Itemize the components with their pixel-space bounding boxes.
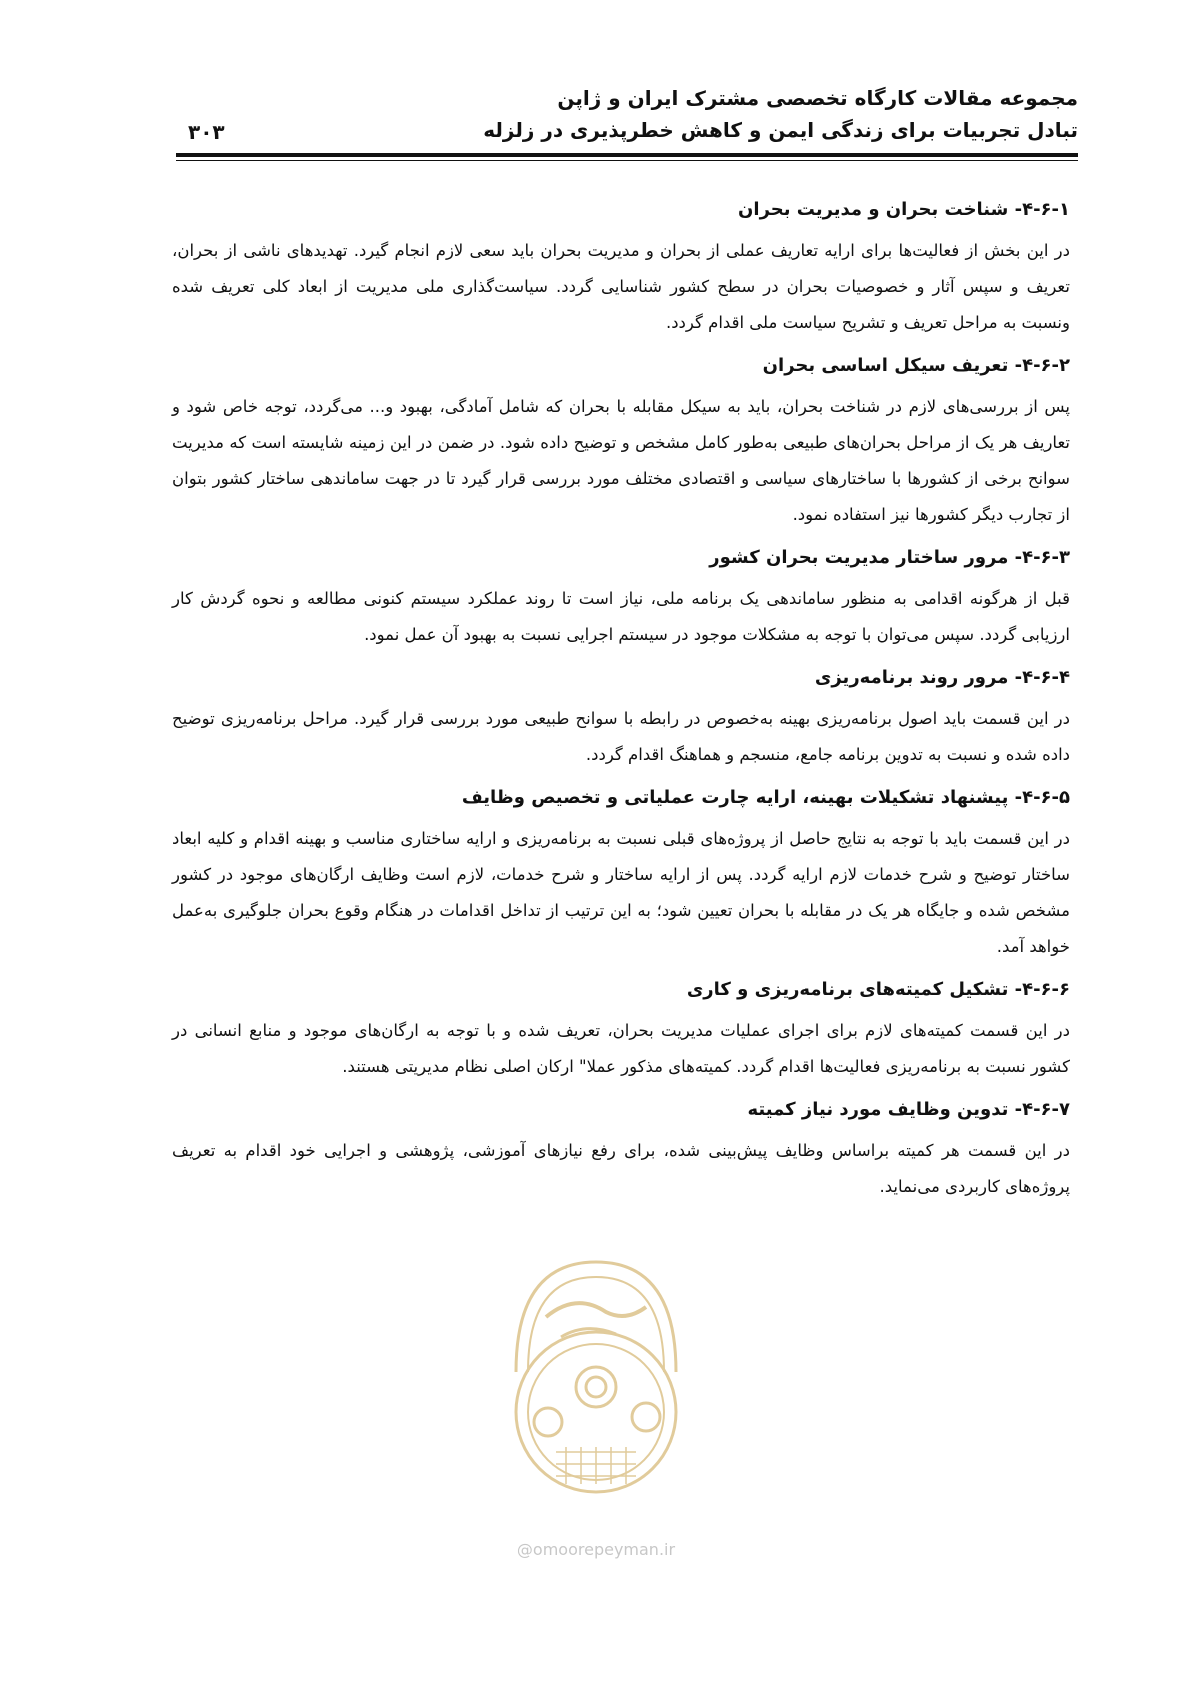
watermark-emblem-icon: [486, 1222, 706, 1532]
watermark-url: @omoorepeyman.ir: [516, 1540, 676, 1559]
header-rule-thick: [176, 153, 1078, 157]
page-header: [174, 86, 1078, 148]
header-title: مجموعه مقالات کارگاه تخصصی مشترک ایران و ژاپن: [557, 86, 1078, 110]
section-heading: ۴-۶-۴- مرور روند برنامه‌ریزی: [814, 667, 1070, 688]
section-body: در این قسمت باید با توجه به نتایج حاصل از پروژه‌های قبلی نسبت به برنامه‌ریزی و ارایه ساختاری مناسب و بهینه اقدام و کلیه ابعاد ساختار توضیح و شرح خدمات لازم ارایه گردد. پس از ارایه ساختار و شرح خدمات، لازم است وظایف ارگان‌های موجود در کشور مشخص شده و جایگاه هر یک در مقابله با بحران تعیین شود؛ به این ترتیب از تداخل اقدامات در هنگام وقوع بحران جلوگیری به‌عمل خواهد آمد.: [172, 829, 1070, 956]
section-body: در این قسمت باید اصول برنامه‌ریزی بهینه به‌خصوص در رابطه با سوانح طبیعی مورد بررسی قرار گیرد. مراحل برنامه‌ریزی توضیح داده شده و نسبت به تدوین برنامه جامع، منسجم و هماهنگ اقدام گردد.: [172, 709, 1070, 764]
section-2: [172, 352, 1070, 533]
section-body: پس از بررسی‌های لازم در شناخت بحران، باید به سیکل مقابله با بحران که شامل آمادگی، بهبود و... می‌گردد، توجه خاص شود و تعاریف هر یک از مراحل بحران‌های طبیعی به‌طور کامل مشخص و توضیح داده شود. در ضمن در این زمینه شایسته است که مدیریت سوانح برخی از کشورها با ساختارهای سیاسی و اقتصادی مختلف مورد بررسی قرار گیرد تا در جهت ساماندهی ساختار کشور بتوان از تجارب دیگر کشورها نیز استفاده نمود.: [172, 397, 1070, 524]
section-6: [172, 976, 1070, 1085]
section-body: قبل از هرگونه اقدامی به منظور ساماندهی یک برنامه ملی، نیاز است تا روند عملکرد سیستم کنونی مطالعه و نحوه گردش کار ارزیابی گردد. سپس می‌توان با توجه به مشکلات موجود در سیستم اجرایی نسبت به بهبود آن عمل نمود.: [172, 589, 1070, 644]
section-heading: ۴-۶-۶- تشکیل کمیته‌های برنامه‌ریزی و کاری: [686, 979, 1070, 1000]
section-1: [172, 196, 1070, 341]
section-body: در این قسمت هر کمیته براساس وظایف پیش‌بینی شده، برای رفع نیازهای آموزشی، پژوهشی و اجرایی خود اقدام به تعریف پروژه‌های کاربردی می‌نماید.: [172, 1141, 1070, 1196]
section-3: [172, 544, 1070, 653]
section-body: در این بخش از فعالیت‌ها برای ارایه تعاریف عملی از بحران و مدیریت بحران باید سعی لازم انجام گیرد. تهدیدهای ناشی از بحران، تعریف و سپس آثار و خصوصیات بحران در سطح کشور شناسایی گردد. سیاست‌گذاری ملی مدیریت از ابعاد کلی تعریف شده ونسبت به مراحل تعریف و تشریح سیاست ملی اقدام گردد.: [172, 241, 1070, 332]
section-heading: ۴-۶-۷- تدوین وظایف مورد نیاز کمیته: [747, 1099, 1070, 1120]
watermark-logo: [486, 1222, 706, 1562]
section-7: [172, 1096, 1070, 1205]
main-content: [172, 196, 1070, 1216]
section-body: در این قسمت کمیته‌های لازم برای اجرای عملیات مدیریت بحران، تعریف شده و با توجه به ارگان‌های موجود و منابع انسانی در کشور نسبت به برنامه‌ریزی فعالیت‌ها اقدام گردد. کمیته‌های مذکور عملا" ارکان اصلی نظام مدیریتی هستند.: [172, 1021, 1070, 1076]
section-heading: ۴-۶-۲- تعریف سیکل اساسی بحران: [762, 355, 1070, 376]
header-subtitle: تبادل تجربیات برای زندگی ایمن و کاهش خطرپذیری در زلزله: [483, 118, 1078, 142]
section-5: [172, 784, 1070, 965]
section-4: [172, 664, 1070, 773]
section-heading: ۴-۶-۱- شناخت بحران و مدیریت بحران: [738, 199, 1070, 220]
page-number: ۳۰۳: [188, 120, 225, 144]
header-rule-thin: [176, 160, 1078, 161]
section-heading: ۴-۶-۳- مرور ساختار مدیریت بحران کشور: [709, 547, 1070, 568]
section-heading: ۴-۶-۵- پیشنهاد تشکیلات بهینه، ارایه چارت عملیاتی و تخصیص وظایف: [461, 787, 1070, 808]
